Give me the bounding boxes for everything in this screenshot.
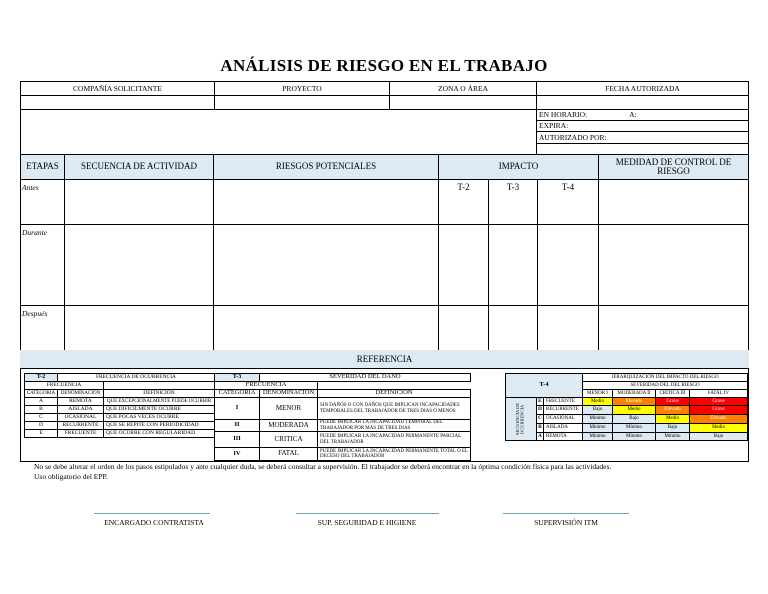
during-t2[interactable] (438, 224, 489, 306)
t4-col-header: MENOR I (582, 389, 613, 398)
project-header: PROYECTO (214, 81, 390, 96)
stage-during: Durante (20, 224, 65, 306)
t3-subtitle: FRECUENCIA (214, 381, 318, 390)
before-risks[interactable] (213, 179, 439, 225)
t2-row-cat: D (24, 421, 58, 430)
t2-h-den: DENOMINACIÓN (57, 389, 104, 398)
t3-row-den: MODERADA (259, 419, 318, 432)
t4-matrix-cell: Grave (689, 397, 748, 406)
signature-supervision: SUPERVISIÓN ITM (534, 518, 598, 527)
after-risks[interactable] (213, 305, 439, 351)
signature-contractor: ENCARGADO CONTRATISTA (104, 518, 204, 527)
t2-row-def: QUE SE REPITE CON PERIODICIDAD (103, 421, 215, 430)
t4-title: JERARQUIZACIÓN DEL IMPACTO DEL RIESGO (582, 373, 748, 382)
t4-row-label: REMOTA (543, 432, 583, 441)
t3-row-cat: II (214, 419, 260, 432)
t4-matrix-cell: Mínimo (582, 414, 613, 424)
before-t4[interactable] (537, 179, 599, 225)
t4-row-code: B (536, 423, 544, 433)
t4-col-header: FATAL IV (689, 389, 748, 398)
t4-row-code: D (536, 405, 544, 415)
t3-row-den: FATAL (259, 447, 318, 461)
during-control[interactable] (598, 224, 749, 306)
stage-before: Antes (20, 179, 65, 225)
schedule-to-label: A: (629, 110, 637, 120)
signature-line-supervision (503, 513, 629, 514)
t2-row-den: AISLADA (57, 405, 104, 414)
t4-matrix-cell: Mínimo (612, 432, 656, 441)
reference-header: REFERENCIA (20, 350, 749, 369)
stages-header: ETAPAS (20, 154, 65, 180)
t2-row-den: FRECUENTE (57, 429, 104, 438)
t3-h-den: DENOMINACION (259, 389, 318, 398)
during-risks[interactable] (213, 224, 439, 306)
t4-col-header: CRITICA III (655, 389, 690, 398)
schedule-label: EN HORARIO: (539, 110, 588, 120)
t2-row-def: QUE DIFICILMENTE OCURRE (103, 405, 215, 414)
before-t2[interactable] (438, 179, 489, 225)
t4-matrix-cell: Mínimo (582, 423, 613, 433)
t4-matrix-cell: Bajo (689, 432, 748, 441)
t2-code: T-2 (24, 373, 58, 382)
signature-safety: SUP. SEGURIDAD E HIGIENE (317, 518, 417, 527)
t2-row-cat: A (24, 397, 58, 406)
t3-code: T-3 (214, 373, 260, 382)
t3-row-den: CRITICA (259, 431, 318, 448)
stage-after: Después (20, 305, 65, 351)
t4-matrix-cell: Bajo (582, 405, 613, 415)
t4-row-code: E (536, 397, 544, 406)
t2-row-def: QUE POCAS VECES OCURRE (103, 413, 215, 422)
t4-matrix-cell: Elevado (612, 397, 656, 406)
during-t4[interactable] (537, 224, 599, 306)
zone-field[interactable] (389, 95, 537, 110)
t2-h-cat: CATEGORÍA (24, 389, 58, 398)
t4-row-label: RECURRENTE (543, 405, 583, 415)
t4-subtitle: SEVERIDAD DEL DEL RIESGO (582, 381, 748, 390)
t4-row-code: A (536, 432, 544, 441)
after-t3[interactable] (488, 305, 538, 351)
t3-row-den: MENOR (259, 397, 318, 420)
after-t2[interactable] (438, 305, 489, 351)
t2-title: FRECUENCIA DE OCURRENCIA (57, 373, 215, 382)
t3-label: T-3 (506, 182, 520, 192)
t4-matrix-cell: Medio (582, 397, 613, 406)
t2-subtitle: FRECUENCIA (24, 381, 104, 390)
t4-matrix-cell: Mínimo (655, 432, 690, 441)
company-field[interactable] (20, 95, 215, 110)
control-header: MEDIDAD DE CONTROL DE RIESGO (598, 154, 749, 180)
signature-line-safety (296, 513, 439, 514)
t3-row-def: PUEDE IMPLICAR LA INCAPACIDAD PERMANENTE PARCIAL DEL TRABAJADOR (317, 431, 471, 448)
t4-side-text: SECUENCIA DE OCURRENCIA (515, 402, 525, 436)
t2-h-def: DEFINICIÓN (103, 389, 215, 398)
during-sequence[interactable] (64, 224, 214, 306)
after-sequence[interactable] (64, 305, 214, 351)
before-sequence[interactable] (64, 179, 214, 225)
t2-row-den: REMOTA (57, 397, 104, 406)
signature-line-contractor (94, 513, 210, 514)
page-title: ANÁLISIS DE RIESGO EN EL TRABAJO (220, 56, 548, 75)
t3-row-cat: IV (214, 447, 260, 461)
t4-label: T-4 (561, 182, 575, 192)
t4-matrix-cell: Elevado (689, 414, 748, 424)
note-line-2: Uso obligatorio del EPP. (34, 472, 108, 481)
t3-h-def: DEFINICIÓN (317, 389, 471, 398)
t4-matrix-cell: Mínimo (582, 432, 613, 441)
authorized-label: AUTORIZADO POR: (539, 132, 607, 142)
risks-header: RIESGOS POTENCIALES (213, 154, 439, 180)
impact-header: IMPACTO (438, 154, 599, 180)
t2-row-den: OCASIONAL (57, 413, 104, 422)
t4-matrix-cell: Bajo (612, 414, 656, 424)
t4-matrix-cell: Medio (612, 405, 656, 415)
zone-header: ZONA O ÁREA (389, 81, 537, 96)
t3-row-def: SIN DAÑOS O CON DAÑOS QUE IMPLICAN INCAPACIDADES TEMPORALES DEL TRABAJADOR DE TRES DIAS O MENOS (317, 397, 471, 420)
company-header: COMPAÑÍA SOLICITANTE (20, 81, 215, 96)
date-header: FECHA AUTORIZADA (536, 81, 749, 96)
before-control[interactable] (598, 179, 749, 225)
t4-matrix-cell: Grave (689, 405, 748, 415)
t2-row-def: QUE OCURRE CON REGULARIDAD (103, 429, 215, 438)
t3-row-def: PUEDE IMPLICAR LA INCAPACIDAD TEMPORAL DEL TRABAJADOR POR MAS DE TRES DIAS (317, 419, 471, 432)
after-control[interactable] (598, 305, 749, 351)
t4-matrix-cell: Mínimo (612, 423, 656, 433)
date-field[interactable] (536, 95, 749, 110)
after-t4[interactable] (537, 305, 599, 351)
t4-side-label (505, 397, 537, 441)
t2-label: T-2 (457, 182, 470, 192)
t2-row-cat: B (24, 405, 58, 414)
t4-row-label: FRECUENTE (543, 397, 583, 406)
t3-row-def: PUEDE IMPLICAR LA INCAPACIDAD PERMANENTE TOTAL O EL DECESO DEL TRABAJADOR (317, 447, 471, 461)
t4-matrix-cell: Bajo (655, 423, 690, 433)
t3-title: SEVERIDAD DEL DAÑO (259, 373, 471, 382)
t4-code: T-4 (505, 373, 583, 398)
t4-matrix-cell: Medio (689, 423, 748, 433)
t4-col-header: MODERADA II (612, 389, 656, 398)
t4-matrix-cell: Grave (655, 397, 690, 406)
t4-row-code: C (536, 414, 544, 424)
t4-matrix-cell: Elevado (655, 405, 690, 415)
t3-h-cat: CATEGORIA (214, 389, 260, 398)
t4-row-label: OCASIONAL (543, 414, 583, 424)
t3-row-cat: I (214, 397, 260, 420)
before-t3[interactable] (488, 179, 538, 225)
t2-row-cat: C (24, 413, 58, 422)
description-area[interactable] (20, 109, 537, 155)
t2-row-den: RECURRENTE (57, 421, 104, 430)
t2-row-def: QUE EXCEPCIONALMENTE PUEDE OCURRIR (103, 397, 215, 406)
t4-matrix-cell: Medio (655, 414, 690, 424)
during-t3[interactable] (488, 224, 538, 306)
t2-row-cat: E (24, 429, 58, 438)
project-field[interactable] (214, 95, 390, 110)
t4-row-label: AISLADA (543, 423, 583, 433)
note-line-1: No se debe alterar el orden de los pasos estipulados y ante cualquier duda, se deberá consultar a supervisión. El trabajador se deberá encontrar en la óptima condición física para las actividades. (34, 462, 612, 471)
sequence-header: SECUENCIA DE ACTIVIDAD (64, 154, 214, 180)
expires-label: EXPIRA: (539, 121, 569, 131)
t3-row-cat: III (214, 431, 260, 448)
